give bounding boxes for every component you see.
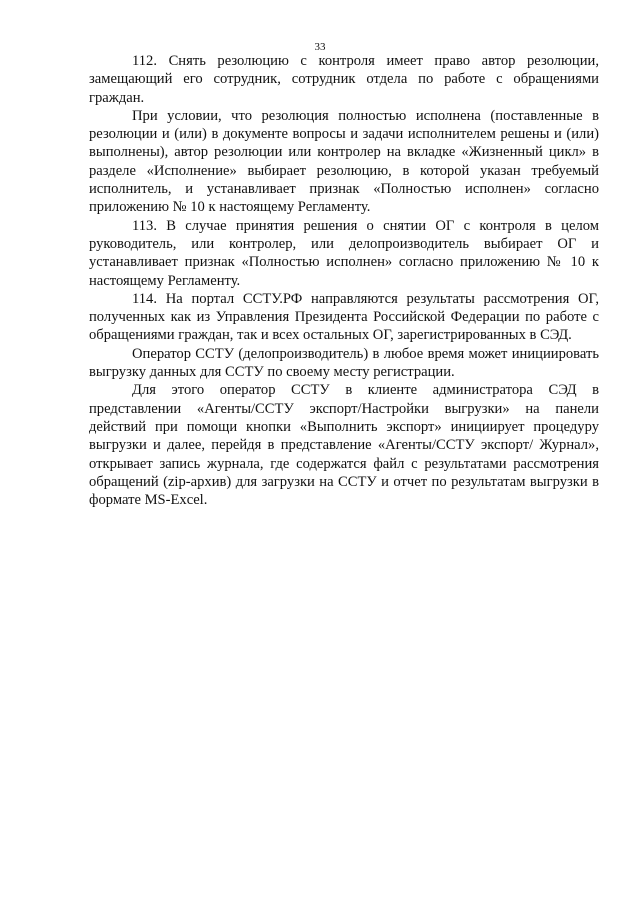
paragraph-114: 114. На портал ССТУ.РФ направляются результаты рассмотрения ОГ, полученных как из Управления Президента Российской Федерации по работе с обращениями граждан, так и всех остальных ОГ, зарегистрированных в СЭД. [89, 290, 599, 344]
document-body [89, 52, 599, 509]
paragraph-114-procedure: Для этого оператор ССТУ в клиенте администратора СЭД в представлении «Агенты/ССТУ экспорт/Настройки выгрузки» на панели действий при помощи кнопки «Выполнить экспорт» инициирует процедуру выгрузки и далее, перейдя в представление «Агенты/ССТУ экспорт/ Журнал», открывает запись журнала, где содержатся файл с результатами рассмотрения обращений (zip-архив) для загрузки на ССТУ и отчет по результатам выгрузки в формате MS-Excel. [89, 382, 599, 509]
page-number: 33 [314, 41, 326, 53]
paragraph-112: 112. Снять резолюцию с контроля имеет право автор резолюции, замещающий его сотрудник, сотрудник отдела по работе с обращениями граждан. [89, 53, 599, 106]
paragraph-112-condition: При условии, что резолюция полностью исполнена (поставленные в резолюции и (или) в документе вопросы и задачи исполнителем решены и (или) выполнены), автор резолюции или контролер на вкладке «Жизненный цикл» в разделе «Исполнение» выбирает резолюцию, в которой указан требуемый исполнитель, и устанавливает признак «Полностью исполнен» согласно приложению № 10 к настоящему Регламенту. [89, 107, 599, 216]
paragraph-114-operator: Оператор ССТУ (делопроизводитель) в любое время может инициировать выгрузку данных для ССТУ по своему месту регистрации. [89, 345, 599, 381]
paragraph-113: 113. В случае принятия решения о снятии ОГ с контроля в целом руководитель, или контролер, или делопроизводитель выбирает ОГ и устанавливает признак «Полностью исполнен» согласно приложению № 10 к настоящему Регламенту. [89, 217, 599, 289]
